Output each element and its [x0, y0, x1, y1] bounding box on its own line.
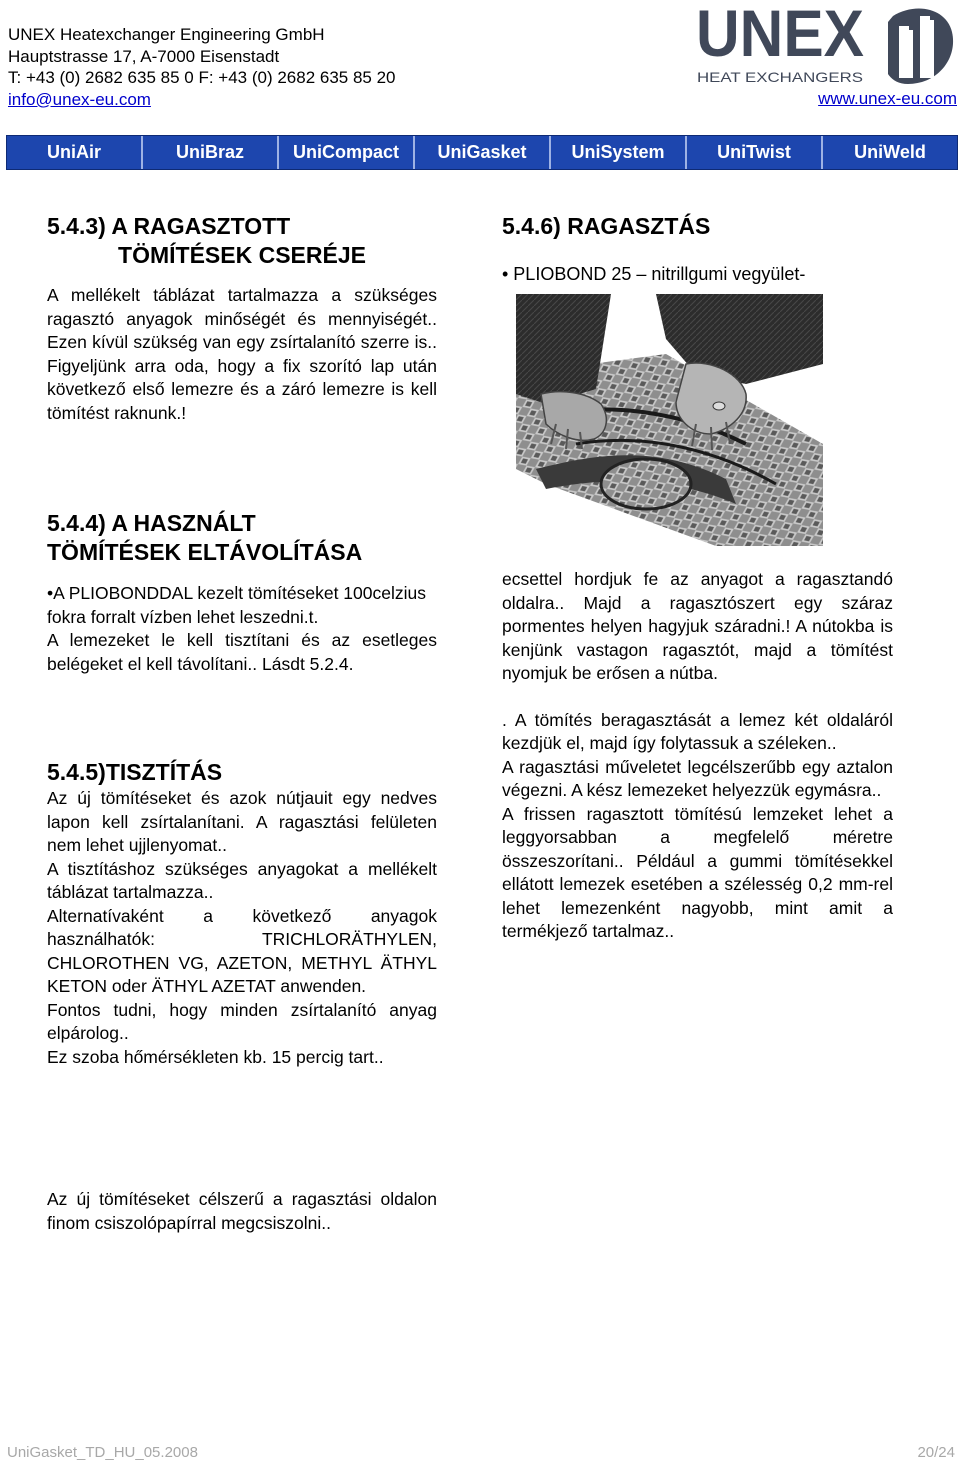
company-name: UNEX Heatexchanger Engineering GmbH [8, 25, 325, 44]
nav-uniweld[interactable]: UniWeld [854, 142, 926, 162]
section-5-4-3-body: A mellékelt táblázat tartalmazza a szükséges ragasztó anyagok minőségét és mennyiségét.. Ezen kívül szükség van egy zsírtalanító szerre is.. Figyeljünk arra oda, hogy a fix szorító lap után következő első lemezre és a záró lemezre is kell tömítést raknunk.! [47, 285, 437, 423]
nav-unitwist[interactable]: UniTwist [687, 136, 823, 169]
section-5-4-5-p5: Ez szoba hőmérsékleten kb. 15 percig tart.. [47, 1046, 384, 1067]
section-5-4-3-title-line2: TÖMÍTÉSEK CSERÉJE [118, 242, 366, 268]
section-5-4-4-title-line2: TÖMÍTÉSEK ELTÁVOLÍTÁSA [47, 539, 363, 565]
section-5-4-5-p6: Az új tömítéseket célszerű a ragasztási oldalon finom csiszolópapírral megcsiszolni.. [47, 1189, 437, 1233]
company-info [8, 24, 396, 110]
gasket-gluing-photo [516, 294, 823, 546]
website-link[interactable]: www.unex-eu.com [818, 89, 957, 108]
section-5-4-5-title: 5.4.5)TISZTÍTÁS [47, 759, 223, 785]
section-5-4-6-title: 5.4.6) RAGASZTÁS [502, 213, 711, 239]
nav-unibraz[interactable]: UniBraz [143, 136, 279, 169]
section-5-4-3 [47, 212, 437, 425]
company-address: Hauptstrasse 17, A-7000 Eisenstadt [8, 46, 280, 66]
logo-emblem-icon [888, 9, 953, 84]
nav-unisystem[interactable]: UniSystem [551, 136, 687, 169]
section-5-4-6-body [502, 568, 893, 944]
section-5-4-6-p2: . A tömítés beragasztását a lemez két oldaláról kezdjük el, majd így folytassuk a széleken.. [502, 709, 893, 753]
section-5-4-6-head [502, 212, 893, 287]
section-5-4-4-body: A lemezeket le kell tisztítani és az esetleges belégeket el kell távolítani.. Lásdt 5.2.4. [47, 630, 437, 674]
section-5-4-4-bullet: •A PLIOBONDDAL kezelt tömítéseket 100celzius fokra forralt vízben lehet leszedni.t. [47, 583, 426, 627]
section-5-4-6-p4: A frissen ragasztott tömítésú lemzeket lehet a leggyorsabban a megfelelő méretre összeszorítani.. Például a gummi tömítésekkel ellátott lemezek esetében a szélesség 0,2 mm-rel lehet lemezenként nagyobb, mint amit a termékjező tartalmaz.. [502, 803, 893, 941]
footer-page-number: 20/24 [917, 1444, 955, 1461]
footer-doc-id: UniGasket_TD_HU_05.2008 [7, 1444, 198, 1461]
section-5-4-5-sanding [47, 1188, 437, 1235]
logo-tagline: HEAT EXCHANGERS [697, 69, 863, 85]
section-5-4-6-p1: ecsettel hordjuk fe az anyagot a ragasztandó oldalra.. Majd a ragasztószert egy száraz pormentes helyen hagyjuk száradni.! A nútokba is kenjünk vastagon ragasztót, majd a tömítést nyomjuk be erősen a nútba. [502, 569, 893, 683]
section-5-4-5-p3: Alternatívaként a következő anyagok használhatók: TRICHLORÄTHYLEN, CHLOROTHEN VG, AZETON, METHYL ÄTHYL KETON oder ÄTHYL AZETAT anwenden. [47, 905, 437, 996]
section-5-4-6-bullet: • PLIOBOND 25 – nitrillgumi vegyület- [502, 264, 806, 284]
nav-unigasket[interactable]: UniGasket [415, 136, 551, 169]
section-5-4-5 [47, 758, 437, 1069]
section-5-4-5-p4: Fontos tudni, hogy minden zsírtalanító anyag elpárolog.. [47, 999, 437, 1043]
nav-uniair[interactable]: UniAir [7, 136, 143, 169]
company-phone: T: +43 (0) 2682 635 85 0 F: +43 (0) 2682 635 85 20 [8, 68, 396, 87]
section-5-4-5-p1: Az új tömítéseket és azok nútjauit egy nedves lapon kell zsírtalanítani. A ragasztási felületen nem lehet ujjlenyomat.. [47, 788, 437, 855]
section-5-4-4 [47, 509, 437, 676]
section-5-4-3-title-line1: 5.4.3) A RAGASZTOTT [47, 213, 291, 239]
product-nav [6, 135, 958, 170]
section-5-4-5-p2: A tisztításhoz szükséges anyagokat a mellékelt táblázat tartalmazza.. [47, 858, 437, 902]
nav-unicompact[interactable]: UniCompact [279, 136, 415, 169]
section-5-4-4-title-line1: 5.4.4) A HASZNÁLT [47, 510, 256, 536]
email-link[interactable]: info@unex-eu.com [8, 89, 151, 109]
logo-word: UNEX [696, 2, 864, 70]
unex-logo [694, 2, 956, 88]
section-5-4-6-p3: A ragasztási műveletet legcélszerűbb egy aztalon végezni. A kész lemezeket helyezzük egymásra.. [502, 756, 893, 800]
